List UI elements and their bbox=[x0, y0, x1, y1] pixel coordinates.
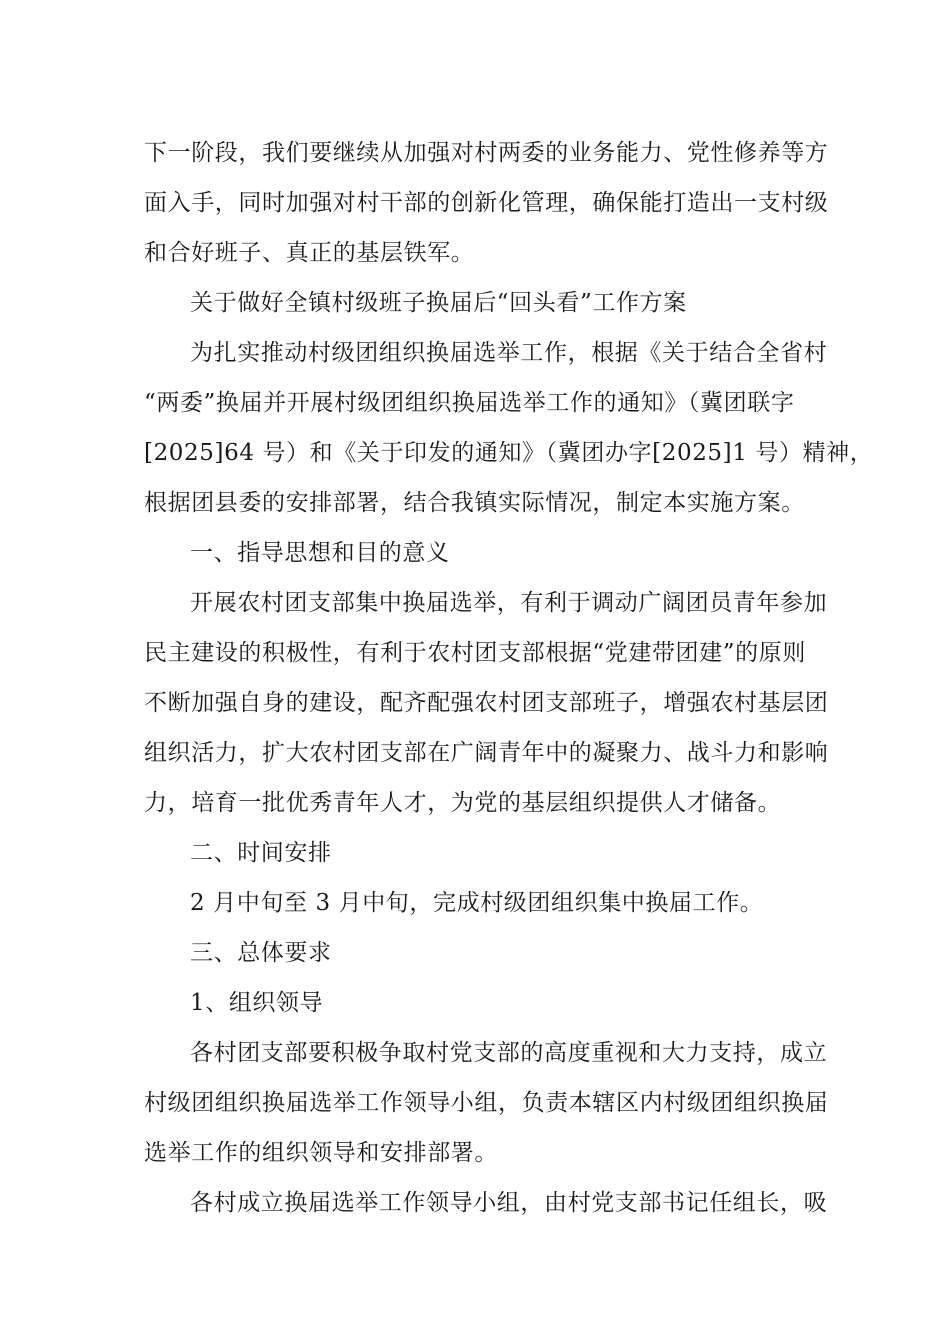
text-line-8: 根据团县委的安排部署，结合我镇实际情况，制定本实施方案。 bbox=[144, 490, 805, 516]
text-line-7: [2025]64 号）和《关于印发的通知》（冀团办字[2025]1 号）精神， bbox=[144, 440, 874, 466]
subsection-heading-leadership: 1、组织领导 bbox=[190, 990, 324, 1016]
text-line-16: 2 月中旬至 3 月中旬，完成村级团组织集中换届工作。 bbox=[190, 890, 764, 916]
section-heading-general-requirements: 三、总体要求 bbox=[190, 940, 332, 966]
text-line-20: 村级团组织换届选举工作领导小组，负责本辖区内村级团组织换届 bbox=[144, 1090, 829, 1116]
text-line-11: 民主建设的积极性，有利于农村团支部根据“党建带团建”的原则 bbox=[144, 640, 806, 666]
text-line-13: 组织活力，扩大农村团支部在广阔青年中的凝聚力、战斗力和影响 bbox=[144, 740, 829, 766]
text-line-2: 面入手，同时加强对村干部的创新化管理，确保能打造出一支村级 bbox=[144, 190, 829, 216]
text-line-6: “两委”换届并开展村级团组织换届选举工作的通知》（冀团联字 bbox=[144, 390, 795, 416]
text-line-5: 为扎实推动村级团组织换届选举工作，根据《关于结合全省村 bbox=[190, 340, 828, 366]
text-line-12: 不断加强自身的建设，配齐配强农村团支部班子，增强农村基层团 bbox=[144, 690, 829, 716]
text-line-22: 各村成立换届选举工作领导小组，由村党支部书记任组长，吸 bbox=[190, 1190, 828, 1216]
document-page bbox=[144, 128, 874, 1228]
text-line-19: 各村团支部要积极争取村党支部的高度重视和大力支持，成立 bbox=[190, 1040, 828, 1066]
document-body bbox=[144, 128, 874, 1228]
text-line-3: 和合好班子、真正的基层铁军。 bbox=[144, 240, 475, 266]
text-line-14: 力，培育一批优秀青年人才，为党的基层组织提供人才储备。 bbox=[144, 790, 782, 816]
section-heading-plan-title: 关于做好全镇村级班子换届后“回头看”工作方案 bbox=[190, 290, 687, 316]
text-line-10: 开展农村团支部集中换届选举，有利于调动广阔团员青年参加 bbox=[190, 590, 828, 616]
section-heading-guiding-ideology: 一、指导思想和目的意义 bbox=[190, 540, 450, 566]
text-line-1: 下一阶段，我们要继续从加强对村两委的业务能力、党性修养等方 bbox=[144, 140, 829, 166]
section-heading-schedule: 二、时间安排 bbox=[190, 840, 332, 866]
text-line-21: 选举工作的组织领导和安排部署。 bbox=[144, 1140, 498, 1166]
